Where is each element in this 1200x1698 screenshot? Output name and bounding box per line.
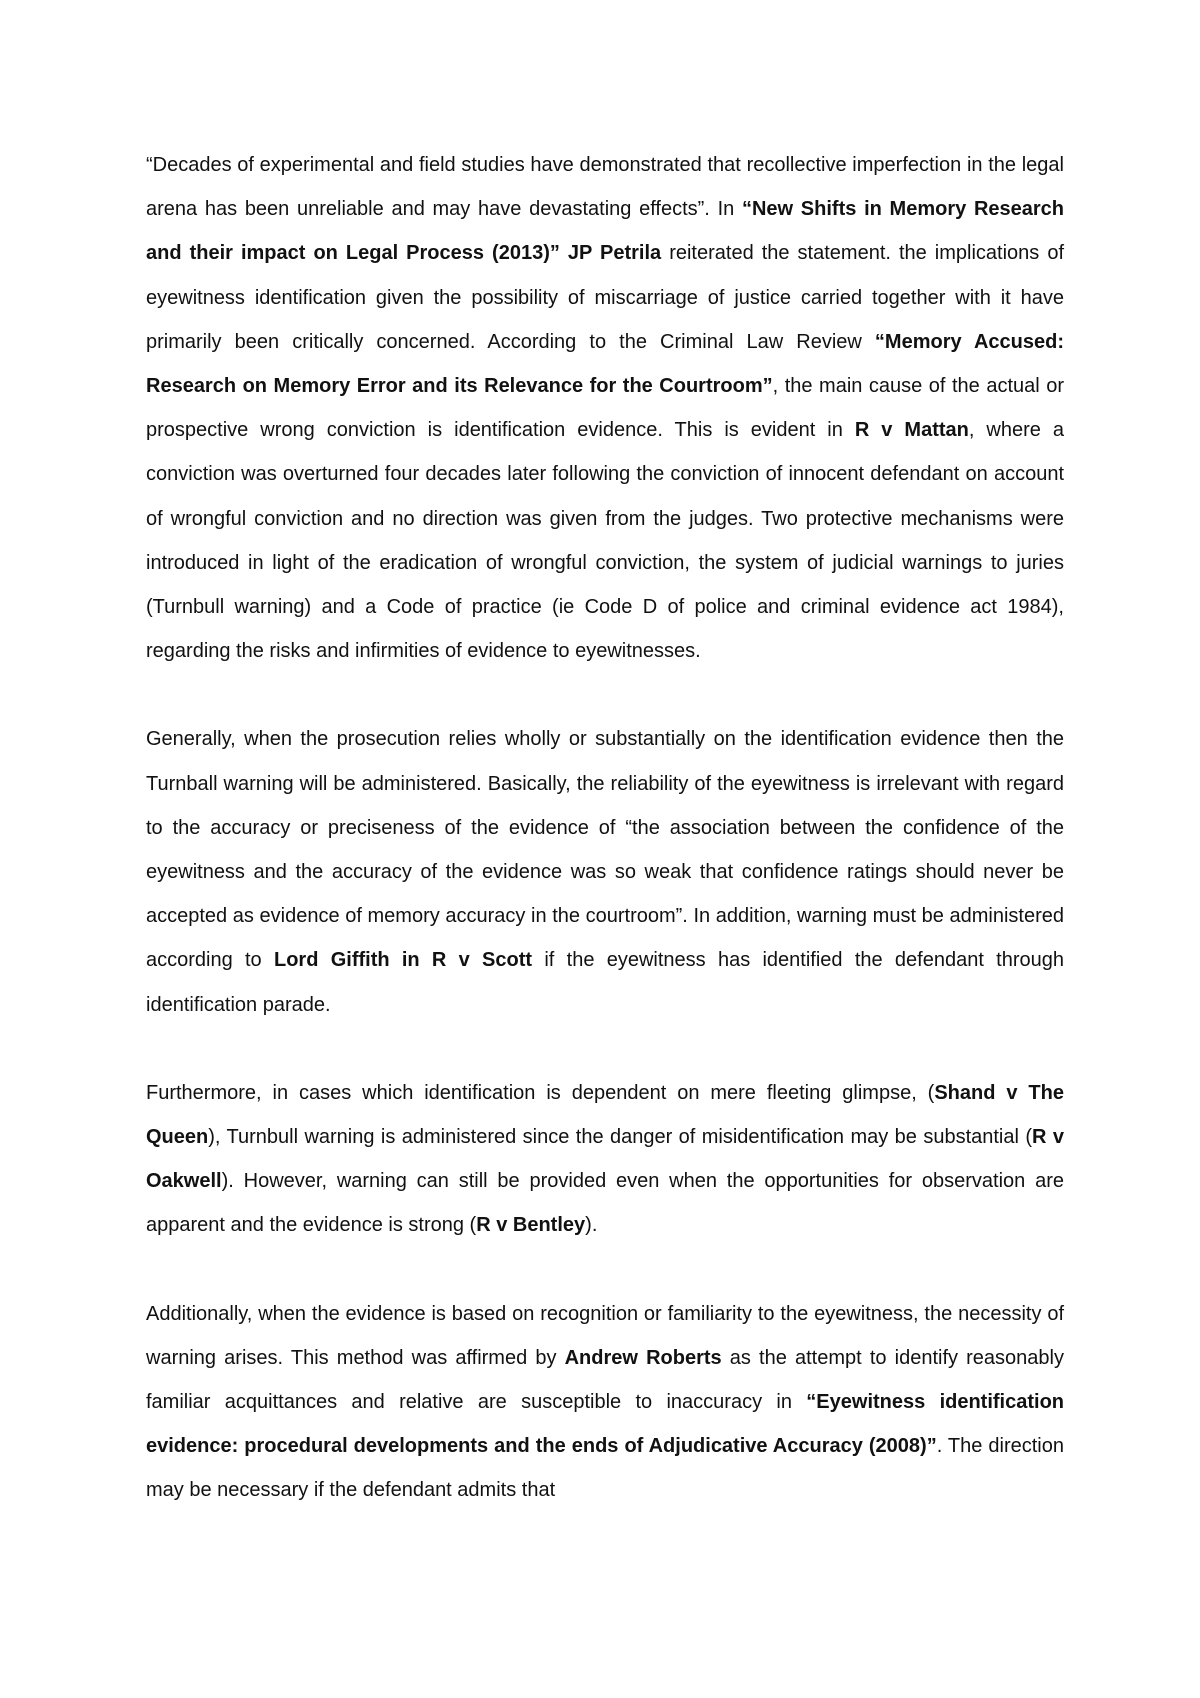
case-r-v-scott: Lord Giffith in R v Scott [273,949,533,972]
cited-work-memory-accused: “Memory Accused: Research on Memory Error and its Relevance for the Courtroom” [146,330,1064,398]
paragraph-3 [146,1071,1064,1248]
paragraph-2-text-1: Generally, when the prosecution relies wholly or substantially on the identification evidence then the Turnball warning will be administered. Basically, the reliability of the eyewitness is irrelevant with regard to the accuracy or preciseness of the evidence of “the association between the confidence of the eyewitness and the accuracy of the evidence was so weak that confidence ratings should never be accepted as evidence of memory accuracy in the courtroom”. In addition, warning must be administered according to [146,728,1064,972]
case-r-v-oakwell: R v Oakwell [146,1126,1064,1193]
document-page [146,143,1064,1513]
paragraph-4-text-3: . The direction may be necessary if the defendant admits that [146,1435,1064,1502]
paragraph-1-text-2: reiterated the statement. the implications of eyewitness identification given the possibility of miscarriage of justice carried together with it have primarily been critically concerned. According to the Criminal Law Review [146,242,1064,353]
paragraph-3-text-3: ). However, warning can still be provided even when the opportunities for observation are apparent and the evidence is strong ( [146,1170,1064,1237]
cited-work-eyewitness-identification: “Eyewitness identification evidence: procedural developments and the ends of Adjudicative Accuracy (2008)” [146,1391,1065,1458]
paragraph-4-text-1: Additionally, when the evidence is based on recognition or familiarity to the eyewitness, the necessity of warning arises. This method was affirmed by [146,1302,1064,1369]
paragraph-3-text-1: Furthermore, in cases which identification is dependent on mere fleeting glimpse, ( [146,1081,935,1104]
case-r-v-mattan: R v Mattan [854,419,969,442]
paragraph-1-text-3: , the main cause of the actual or prospective wrong conviction is identification evidence. This is evident in [146,375,1064,442]
case-r-v-bentley: R v Bentley [476,1214,586,1237]
paragraph-4-text-2: as the attempt to identify reasonably familiar acquittances and relative are susceptible to inaccuracy in [146,1346,1064,1414]
paragraph-1-text-1: “Decades of experimental and field studies have demonstrated that recollective imperfection in the legal arena has been unreliable and may have devastating effects”. In [146,154,1064,221]
paragraph-3-text-4: ). [585,1214,598,1237]
paragraph-1-text-4: , where a conviction was overturned four decades later following the conviction of innocent defendant on account of wrongful conviction and no direction was given from the judges. Two protective mechanisms were introduced in light of the eradication of wrongful conviction, the system of judicial warnings to juries (Turnbull warning) and a Code of practice (ie Code D of police and criminal evidence act 1984), regarding the risks and infirmities of evidence to eyewitnesses. [146,419,1065,663]
paragraph-2-text-2: if the eyewitness has identified the defendant through identification parade. [146,949,1065,1016]
paragraph-4 [146,1292,1064,1513]
author-andrew-roberts: Andrew Roberts [564,1346,722,1369]
paragraph-1 [146,143,1064,673]
paragraph-2 [146,717,1064,1026]
cited-work-new-shifts: “New Shifts in Memory Research and their impact on Legal Process (2013)” JP Petrila [146,198,1064,265]
paragraph-3-text-2: ), Turnbull warning is administered since the danger of misidentification may be substantial ( [208,1126,1033,1149]
case-shand-v-the-queen: Shand v The Queen [146,1081,1064,1149]
